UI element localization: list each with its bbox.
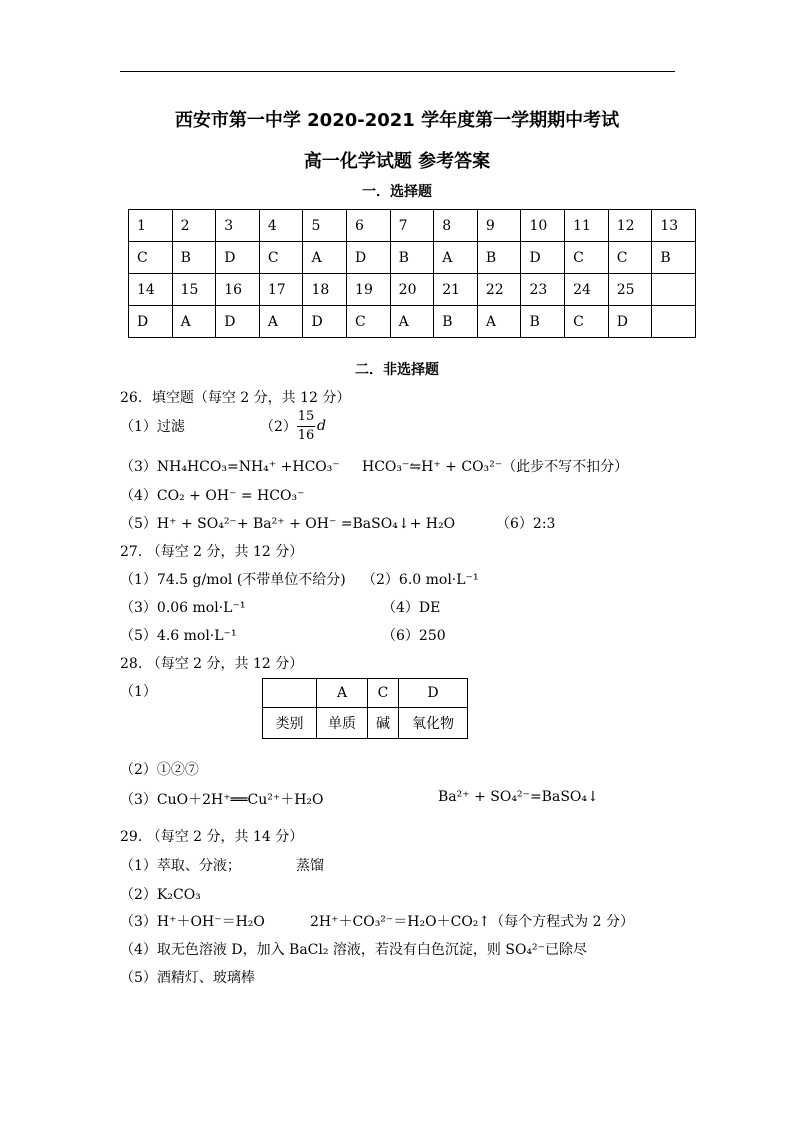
answer-cell: C (565, 306, 609, 338)
table-cell: 单质 (317, 708, 368, 739)
q28-a3-equation1: （3）CuO＋2H⁺══Cu²⁺＋H₂O (120, 792, 324, 808)
answer-cell: D (303, 306, 347, 338)
answer-cell: B (172, 242, 216, 274)
question-number-cell: 12 (608, 210, 652, 242)
answer-cell: B (434, 306, 478, 338)
q26-a2-variable: d (317, 418, 326, 434)
question-number-cell: 19 (347, 274, 391, 306)
answer-cell: B (477, 242, 521, 274)
answer-cell: D (129, 306, 173, 338)
question-number-cell: 17 (259, 274, 303, 306)
answer-cell (652, 306, 696, 338)
question-number-cell: 15 (172, 274, 216, 306)
q26-title: 26．填空题（每空 2 分，共 12 分） (120, 390, 351, 406)
q29-a1a: （1）萃取、分液； (120, 858, 241, 874)
q27-a3: （3）0.06 mol·L⁻¹ (120, 600, 246, 616)
question-number-cell: 8 (434, 210, 478, 242)
q27-a4: （4）DE (382, 600, 441, 616)
q29-a3-equation1: （3）H⁺＋OH⁻＝H₂O (120, 914, 265, 930)
answer-cell: A (390, 306, 434, 338)
q28-a1-label: （1） (120, 684, 157, 700)
q26-a3-equation1: （3）NH₄HCO₃=NH₄⁺ +HCO₃⁻ (120, 459, 340, 475)
answer-cell: A (477, 306, 521, 338)
section2-heading: 二．非选择题 (355, 362, 439, 378)
answer-cell: C (565, 242, 609, 274)
q26-a2-fraction (297, 409, 315, 444)
answer-row (129, 306, 696, 338)
question-number-cell: 23 (521, 274, 565, 306)
q26-a5: （5）H⁺ + SO₄²⁻+ Ba²⁺ + OH⁻ =BaSO₄↓+ H₂O (120, 516, 456, 532)
answer-cell: A (259, 306, 303, 338)
table-cell: 碱 (368, 708, 399, 739)
header-rule (120, 71, 675, 72)
question-number-cell: 1 (129, 210, 173, 242)
q29-a5: （5）酒精灯、玻璃棒 (120, 970, 255, 986)
question-number-cell: 24 (565, 274, 609, 306)
table-cell: 氧化物 (399, 708, 468, 739)
section1-heading: 一．选择题 (362, 184, 432, 200)
answer-cell: B (521, 306, 565, 338)
table-header-cell (263, 679, 317, 708)
answer-cell: C (347, 306, 391, 338)
q29-a4: （4）取无色溶液 D，加入 BaCl₂ 溶液，若没有白色沉淀，则 SO₄²⁻已除尽 (120, 942, 588, 958)
fraction-denominator: 16 (297, 428, 315, 443)
q27-a1: （1）74.5 g/mol (不带单位不给分) (120, 572, 346, 588)
q27-a5: （5）4.6 mol·L⁻¹ (120, 628, 237, 644)
q27-title: 27. （每空 2 分，共 12 分） (120, 544, 304, 560)
question-number-cell: 10 (521, 210, 565, 242)
question-number-row (129, 274, 696, 306)
answer-cell: A (172, 306, 216, 338)
question-number-cell: 21 (434, 274, 478, 306)
q26-a1: （1）过滤 (120, 419, 185, 435)
question-number-cell: 5 (303, 210, 347, 242)
question-number-cell: 13 (652, 210, 696, 242)
q26-a4: （4）CO₂ + OH⁻ = HCO₃⁻ (120, 488, 305, 504)
answer-cell: C (608, 242, 652, 274)
question-number-cell: 22 (477, 274, 521, 306)
question-number-cell: 25 (608, 274, 652, 306)
question-number-row (129, 210, 696, 242)
question-number-cell: 14 (129, 274, 173, 306)
answer-cell: B (390, 242, 434, 274)
page-title: 西安市第一中学 2020-2021 学年度第一学期期中考试 (174, 110, 620, 131)
question-number-cell: 4 (259, 210, 303, 242)
question-number-cell (652, 274, 696, 306)
question-number-cell: 11 (565, 210, 609, 242)
q27-a6: （6）250 (382, 628, 446, 644)
q26-a2-label: （2） (260, 419, 297, 435)
q26-a3-equation2: HCO₃⁻⇋H⁺ + CO₃²⁻（此步不写不扣分） (362, 459, 629, 475)
q29-a2: （2）K₂CO₃ (120, 887, 201, 903)
answer-cell: D (521, 242, 565, 274)
q29-title: 29. （每空 2 分，共 14 分） (120, 829, 304, 845)
q28-title: 28. （每空 2 分，共 12 分） (120, 656, 304, 672)
question-number-cell: 7 (390, 210, 434, 242)
table-header-cell: A (317, 679, 368, 708)
question-number-cell: 16 (216, 274, 260, 306)
answer-row (129, 242, 696, 274)
question-number-cell: 18 (303, 274, 347, 306)
q28-a2: （2）①②⑦ (120, 762, 199, 778)
answer-cell: A (434, 242, 478, 274)
question-number-cell: 9 (477, 210, 521, 242)
table-header-cell: D (399, 679, 468, 708)
answer-cell: C (259, 242, 303, 274)
answer-cell: D (347, 242, 391, 274)
fraction-bar (297, 426, 315, 427)
answer-cell: D (216, 306, 260, 338)
question-number-cell: 3 (216, 210, 260, 242)
question-number-cell: 2 (172, 210, 216, 242)
q29-a3-equation2: 2H⁺＋CO₃²⁻＝H₂O＋CO₂↑（每个方程式为 2 分） (310, 914, 634, 930)
fraction-numerator: 15 (297, 409, 315, 424)
answer-cell: A (303, 242, 347, 274)
q28-a3-equation2: Ba²⁺ + SO₄²⁻=BaSO₄↓ (438, 789, 599, 805)
q28-classification-table (262, 678, 468, 739)
answer-cell: C (129, 242, 173, 274)
question-number-cell: 20 (390, 274, 434, 306)
table-header-cell: C (368, 679, 399, 708)
table-cell: 类别 (263, 708, 317, 739)
page-subtitle: 高一化学试题 参考答案 (303, 151, 491, 172)
answer-cell: D (216, 242, 260, 274)
question-number-cell: 6 (347, 210, 391, 242)
q29-a1b: 蒸馏 (296, 858, 324, 874)
q26-a6: （6）2:3 (496, 516, 556, 532)
answer-cell: B (652, 242, 696, 274)
mc-answer-table (128, 209, 696, 338)
q27-a2: （2）6.0 mol·L⁻¹ (362, 572, 479, 588)
answer-cell: D (608, 306, 652, 338)
